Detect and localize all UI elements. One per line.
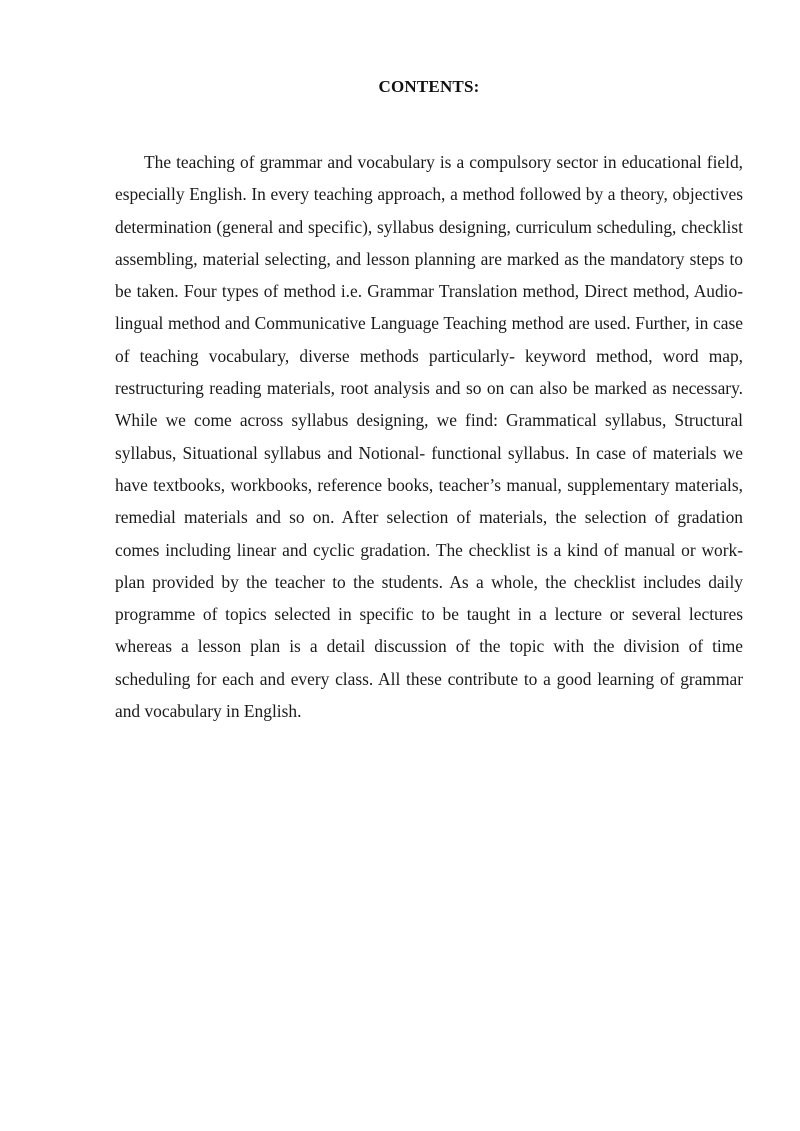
page-title: CONTENTS: — [378, 77, 480, 96]
body-paragraph: The teaching of grammar and vocabulary is a compulsory sector in educational field, especially English. In every teaching approach, a method followed by a theory, objectives determination (general and specific), syllabus designing, curriculum scheduling, checklist assembling, material selecting, and lesson planning are marked as the mandatory steps to be taken. Four types of method i.e. Grammar Translation method, Direct method, Audio-lingual method and Communicative Language Teaching method are used. Further, in case of teaching vocabulary, diverse methods particularly- keyword method, word map, restructuring reading materials, root analysis and so on can also be marked as necessary. While we come across syllabus designing, we find: Grammatical syllabus, Structural syllabus, Situational syllabus and Notional- functional syllabus. In case of materials we have textbooks, workbooks, reference books, teacher’s manual, supplementary materials, remedial materials and so on. After selection of materials, the selection of gradation comes including linear and cyclic gradation. The checklist is a kind of manual or work-plan provided by the teacher to the students. As a whole, the checklist includes daily programme of topics selected in specific to be taught in a lecture or several lectures whereas a lesson plan is a detail discussion of the topic with the division of time scheduling for each and every class. All these contribute to a good learning of grammar and vocabulary in English. — [115, 152, 743, 722]
